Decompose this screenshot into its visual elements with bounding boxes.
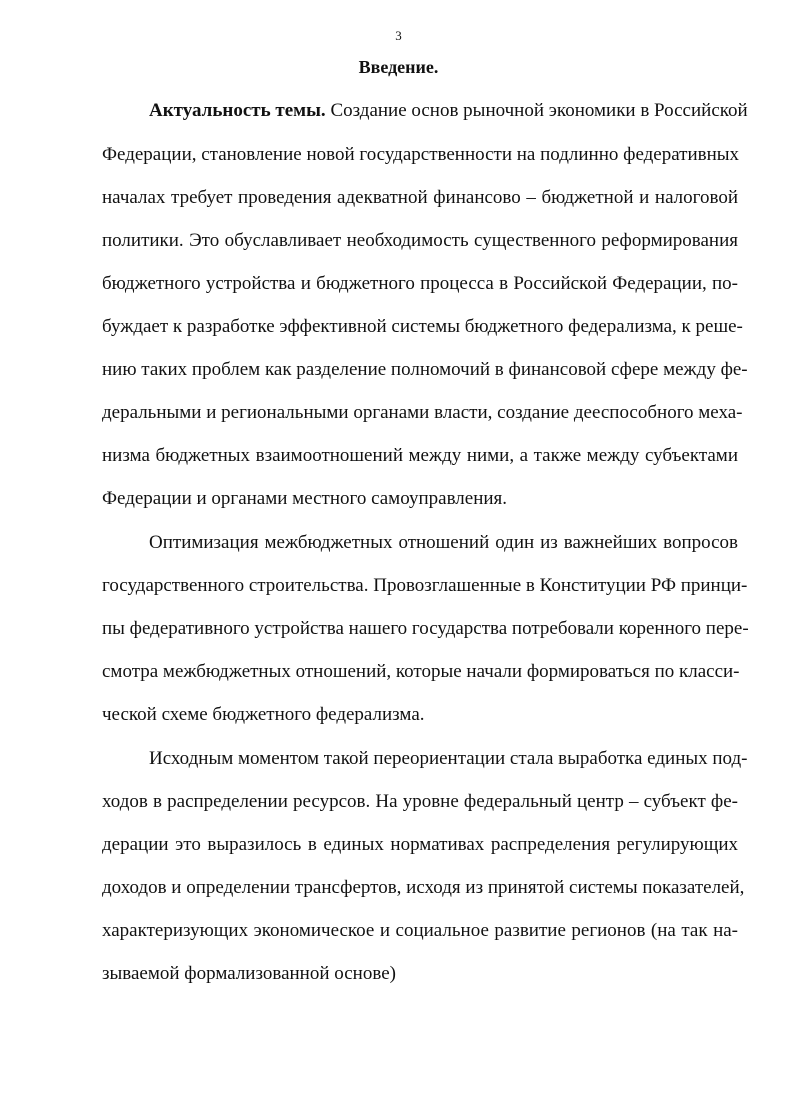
- paragraph-line: низма бюджетных взаимоотношений между ними, а также между субъектами: [102, 445, 738, 466]
- paragraph-line: ходов в распределении ресурсов. На уровне федеральный центр – субъект фе-: [102, 791, 738, 812]
- paragraph-line: нию таких проблем как разделение полномочий в финансовой сфере между фе-: [102, 359, 748, 380]
- paragraph-line: пы федеративного устройства нашего государства потребовали коренного пере-: [102, 618, 749, 639]
- paragraph-line: ческой схеме бюджетного федерализма.: [102, 704, 425, 725]
- paragraph-line: дерации это выразилось в единых нормативах распределения регулирующих: [102, 834, 738, 855]
- paragraph-line: государственного строительства. Провозглашенные в Конституции РФ принци-: [102, 575, 748, 596]
- paragraph-line: Актуальность темы. Создание основ рыночной экономики в Российской: [149, 100, 748, 121]
- section-heading: Введение.: [358, 57, 439, 77]
- paragraph-line: Оптимизация межбюджетных отношений один из важнейших вопросов: [149, 532, 738, 553]
- paragraph-line: политики. Это обуславливает необходимость существенного реформирования: [102, 230, 738, 251]
- paragraph-lead: Актуальность темы.: [149, 100, 326, 121]
- paragraph-line: буждает к разработке эффективной системы бюджетного федерализма, к реше-: [102, 316, 743, 337]
- paragraph-line: смотра межбюджетных отношений, которые начали формироваться по класси-: [102, 661, 740, 682]
- paragraph-line: бюджетного устройства и бюджетного процесса в Российской Федерации, по-: [102, 273, 738, 294]
- paragraph-line: началах требует проведения адекватной финансово – бюджетной и налоговой: [102, 187, 738, 208]
- paragraph-line: зываемой формализованной основе): [102, 963, 396, 984]
- page-number: 3: [395, 28, 402, 43]
- paragraph-line: деральными и региональными органами власти, создание дееспособного меха-: [102, 402, 743, 423]
- paragraph-line: доходов и определении трансфертов, исходя из принятой системы показателей,: [102, 877, 745, 898]
- paragraph-line: Федерации и органами местного самоуправления.: [102, 488, 508, 509]
- paragraph-line: Исходным моментом такой переориентации стала выработка единых под-: [149, 748, 748, 769]
- paragraph-line: Федерации, становление новой государственности на подлинно федеративных: [102, 144, 740, 165]
- paragraph-line: характеризующих экономическое и социальное развитие регионов (на так на-: [102, 920, 738, 941]
